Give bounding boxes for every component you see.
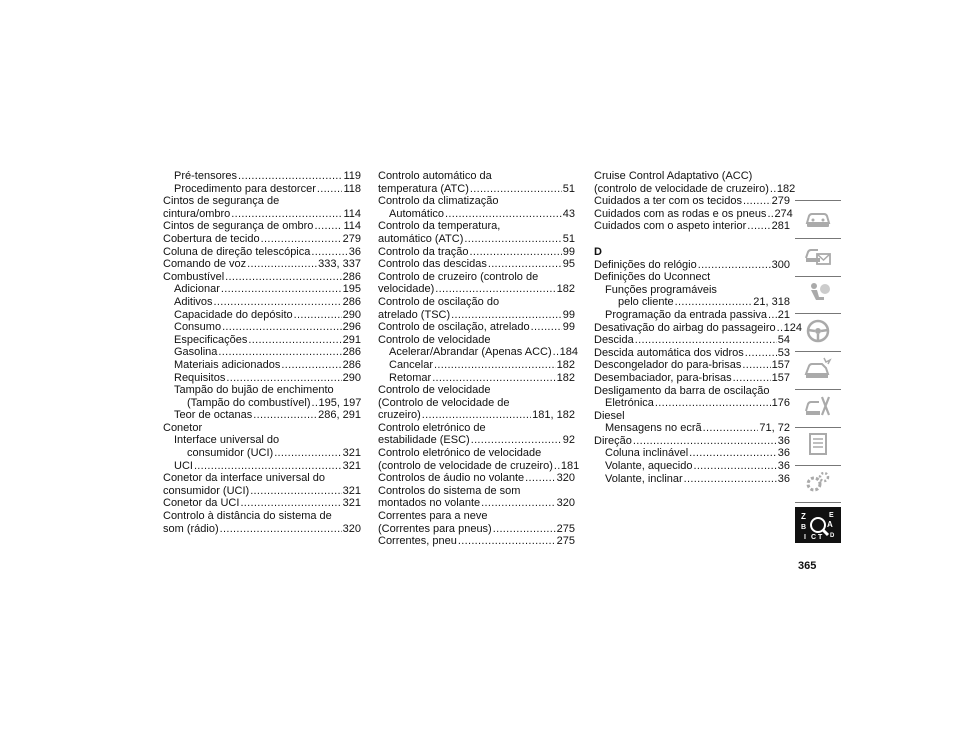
index-entry-text: Consumo (174, 321, 222, 334)
dot-leader (745, 347, 777, 360)
index-entry-page: 286 (342, 346, 361, 359)
index-entry-text: Cuidados com o aspeto interior (594, 220, 747, 233)
index-entry-text: Cuidados a ter com os tecidos (594, 195, 742, 208)
dot-leader (464, 233, 561, 246)
index-entry-text: Aditivos (174, 295, 213, 308)
index-entry-page: 300 (771, 258, 790, 271)
index-entry (163, 233, 361, 246)
index-entry (594, 309, 790, 322)
index-entry-page: 321 (342, 459, 361, 472)
index-entry-heading: Diesel (594, 409, 625, 422)
index-entry (163, 170, 361, 183)
index-letter: A (827, 520, 833, 529)
dot-leader (194, 460, 342, 473)
tab-car-crash[interactable] (795, 351, 841, 385)
index-entry-text: Gasolina (174, 346, 218, 359)
index-entry-heading: Controlo de velocidade (378, 333, 491, 346)
index-entry-text: Requisitos (174, 371, 226, 384)
index-entry-heading: Cruise Control Adaptativo (ACC) (594, 170, 753, 182)
index-entry-text: cruzeiro) (378, 409, 421, 422)
index-entry-text: velocidade) (378, 283, 435, 296)
index-entry-page: 99 (562, 245, 575, 258)
index-entry-text: Definições do relógio (594, 258, 697, 271)
index-entry-page: 274 (774, 207, 793, 220)
dot-leader (317, 183, 343, 196)
dot-leader (218, 346, 341, 359)
dot-leader (294, 309, 342, 322)
index-entry (378, 283, 575, 296)
index-column-3 (594, 170, 802, 485)
index-entry (378, 359, 575, 372)
index-entry-page: 279 (771, 195, 790, 208)
car-document-icon (804, 431, 832, 457)
index-entry-heading: (Controlo de velocidade de (378, 396, 510, 409)
index-entry-page: 279 (342, 232, 361, 245)
index-entry (163, 321, 361, 334)
index-letter: T (818, 534, 823, 541)
index-entry-heading: Funções programáveis (605, 283, 717, 296)
index-entry (378, 183, 575, 196)
dot-leader (777, 322, 783, 335)
index-entry (594, 321, 802, 335)
index-letter: C (811, 534, 817, 541)
index-entry (594, 296, 790, 309)
index-entry (594, 220, 790, 233)
index-entry (163, 346, 361, 359)
index-column-2 (378, 170, 580, 548)
index-entry-text: montados no volante (378, 497, 481, 510)
index-entry (378, 246, 575, 259)
index-entry-page: 176 (771, 397, 790, 410)
index-entry-text: Coluna de direção telescópica (163, 245, 311, 258)
dot-leader (635, 334, 777, 347)
index-entry-text: estabilidade (ESC) (378, 434, 470, 447)
index-entry-page: 36 (348, 245, 361, 258)
index-entry-text: Adicionar (174, 283, 220, 296)
index-entry-page: 320 (342, 522, 361, 535)
index-entry-page: 290 (342, 308, 361, 321)
index-entry (594, 435, 790, 448)
index-entry (594, 259, 790, 272)
index-entry-text: Retomar (389, 371, 432, 384)
airbag-person-icon (804, 280, 832, 306)
index-entry-text: Capacidade do depósito (174, 308, 293, 321)
index-entry-page: 36 (777, 447, 790, 460)
index-entry-page: 290 (342, 371, 361, 384)
index-entry-page: 92 (562, 434, 575, 447)
index-entry (163, 397, 361, 410)
index-entry-heading: Controlo da temperatura, (378, 220, 501, 233)
index-entry (378, 523, 575, 536)
index-entry-page: 99 (562, 321, 575, 334)
index-entry-heading: Controlo automático da (378, 170, 492, 182)
dot-leader (312, 397, 318, 410)
index-entry-page: 286 (342, 295, 361, 308)
index-entry (378, 309, 575, 322)
index-entry (163, 460, 361, 473)
index-entry-text: Combustível (163, 270, 225, 283)
dot-leader (274, 447, 341, 460)
settings-gears-icon (804, 469, 832, 495)
index-entry-heading: Definições do Uconnect (594, 271, 711, 284)
index-entry-text: Acelerar/Abrandar (Apenas ACC) (389, 346, 552, 359)
index-entry-heading: Controlo de cruzeiro (controlo de (378, 270, 539, 283)
index-entry (163, 497, 361, 510)
dot-leader (226, 372, 341, 385)
index-entry (378, 233, 575, 246)
index-entry (378, 208, 575, 221)
index-entry-page: 275 (556, 522, 575, 535)
index-entry-text: Automático (389, 207, 445, 220)
tab-car-mail[interactable] (795, 238, 841, 272)
index-entry-text: Volante, aquecido (605, 460, 693, 473)
car-dashboard-icon (804, 205, 832, 231)
tab-airbag[interactable] (795, 276, 841, 310)
dot-leader (281, 359, 341, 372)
index-entry-page: 181, 182 (532, 409, 575, 422)
index-entry-text: atrelado (TSC) (378, 308, 451, 321)
index-entry (163, 523, 361, 536)
index-entry-page: 275 (556, 535, 575, 548)
index-column-1 (163, 170, 361, 535)
alphabet-index-icon (799, 509, 837, 541)
index-entry-heading: Conetor (163, 421, 203, 434)
index-entry-page: 95 (562, 258, 575, 271)
index-entry-page: 181 (560, 459, 580, 472)
index-entry-page: 114 (343, 207, 361, 220)
dot-leader (742, 359, 770, 372)
dot-leader (470, 183, 562, 196)
index-entry (594, 422, 790, 435)
index-entry-text: Teor de octanas (174, 409, 253, 422)
index-entry (594, 347, 790, 360)
index-entry (378, 321, 575, 334)
index-entry (163, 409, 361, 422)
index-letter: D (830, 533, 835, 539)
index-entry-heading: Controlo à distância do sistema de (163, 510, 332, 523)
index-entry-page: 195 (342, 283, 361, 296)
page-number: 365 (798, 560, 817, 572)
index-entry (594, 473, 790, 486)
index-entry-page: 286 (342, 270, 361, 283)
index-entry-text: (Correntes para pneus) (378, 522, 492, 535)
index-entry-page: 184 (559, 346, 578, 359)
index-entry-page: 99 (562, 308, 575, 321)
index-entry-text: Especificações (174, 333, 248, 346)
index-entry-text: Direção (594, 434, 632, 447)
tab-alphabetical-index[interactable] (795, 507, 841, 543)
index-entry-page: 51 (562, 182, 575, 195)
index-entry-page: 124 (783, 321, 802, 334)
tab-car-document[interactable] (795, 427, 841, 461)
dot-leader (493, 523, 556, 536)
dot-leader (675, 296, 753, 309)
index-entry-text: temperatura (ATC) (378, 182, 469, 195)
index-entry-text: Coluna inclinável (605, 447, 689, 460)
index-entry (378, 346, 578, 359)
index-entry-page: 21, 318 (753, 296, 790, 309)
index-letter: E (829, 512, 834, 519)
index-entry (163, 447, 361, 460)
index-entry-text: Correntes, pneu (378, 535, 457, 548)
dot-leader (655, 397, 771, 410)
index-entry-heading: Interface universal do (174, 434, 280, 447)
index-entry-text: Cintos de segurança de ombro (163, 220, 314, 233)
index-entry (163, 485, 361, 498)
steering-wheel-icon (804, 318, 832, 344)
dot-leader (311, 246, 347, 259)
index-entry-page: 157 (771, 371, 790, 384)
index-entry-page: 195, 197 (318, 396, 362, 409)
dot-leader (248, 334, 341, 347)
dot-leader (689, 447, 777, 460)
index-entry (594, 397, 790, 410)
index-entry (378, 258, 575, 271)
index-entry-heading: Controlo de velocidade (378, 384, 491, 397)
index-entry (163, 309, 361, 322)
dot-leader (554, 460, 560, 473)
index-entry (378, 459, 580, 473)
index-entry-page: 43 (562, 207, 575, 220)
dot-leader (733, 372, 771, 385)
index-entry (594, 207, 793, 221)
dot-leader (247, 258, 317, 271)
index-entry (594, 182, 796, 196)
section-letter-d: D (594, 245, 602, 258)
dot-leader (770, 183, 776, 196)
index-entry (378, 497, 575, 510)
index-entry-heading: Controlo eletrónico de velocidade (378, 447, 542, 460)
dot-leader (261, 233, 342, 246)
dot-leader (767, 208, 773, 221)
index-entry (594, 195, 790, 208)
dot-leader (238, 170, 342, 183)
index-entry-page: 321 (342, 497, 361, 510)
dot-leader (240, 497, 341, 510)
index-entry-text: cintura/ombro (163, 207, 231, 220)
index-entry-text: consumidor (UCI) (163, 484, 250, 497)
tab-steering-wheel[interactable] (795, 313, 841, 347)
index-entry (163, 220, 361, 233)
dot-leader (488, 258, 562, 271)
index-letter: I (804, 534, 806, 541)
index-entry-page: 182 (776, 182, 796, 195)
index-entry-text: som (rádio) (163, 522, 219, 535)
index-entry-text: (Tampão do combustível) (187, 396, 311, 409)
index-entry-text: Descongelador do para-brisas (594, 359, 742, 372)
index-entry-page: 21 (777, 308, 790, 321)
index-entry-page: 320 (556, 472, 575, 485)
dot-leader (250, 485, 341, 498)
dot-leader (703, 422, 759, 435)
dot-leader (481, 497, 556, 510)
index-entry (594, 372, 790, 385)
index-entry (163, 208, 361, 221)
index-entry-text: Eletrónica (605, 397, 654, 410)
dot-leader (470, 246, 562, 259)
index-letter: B (801, 524, 807, 531)
index-entry-text: Cancelar (389, 358, 434, 371)
index-entry (378, 472, 575, 485)
index-entry-text: Controlo das descidas (378, 258, 487, 271)
index-entry-heading: Controlo eletrónico de (378, 421, 486, 434)
index-entry-page: 281 (771, 220, 790, 233)
dot-leader (633, 435, 777, 448)
dot-leader (698, 259, 771, 272)
index-entry (594, 334, 790, 347)
index-entry-page: 118 (343, 182, 361, 195)
index-entry-page: 286 (342, 358, 361, 371)
index-entry-page: 36 (777, 460, 790, 473)
index-entry-heading: Cintos de segurança de (163, 195, 280, 208)
index-letter: Z (801, 512, 806, 521)
index-entry (163, 271, 361, 284)
index-entry-text: (controlo de velocidade de cruzeiro) (378, 459, 553, 472)
index-entry-text: Desembaciador, para-brisas (594, 371, 732, 384)
tab-settings[interactable] (795, 465, 841, 499)
index-entry-page: 291 (342, 333, 361, 346)
index-entry-text: Descida automática dos vidros (594, 346, 744, 359)
index-entry-text: Materiais adicionados (174, 358, 281, 371)
index-entry-text: pelo cliente (618, 296, 674, 309)
index-entry-text: Controlos de áudio no volante (378, 472, 525, 485)
index-entry-text: Mensagens no ecrã (605, 422, 702, 435)
index-entry (378, 409, 575, 422)
dot-leader (220, 523, 342, 536)
index-entry (594, 447, 790, 460)
index-entry-heading: Controlo da climatização (378, 195, 499, 208)
index-entry-page: 286, 291 (318, 409, 361, 422)
index-entry-page: 54 (777, 334, 790, 347)
index-entry-text: Conetor da UCI (163, 497, 240, 510)
index-entry-text: (controlo de velocidade de cruzeiro) (594, 182, 769, 195)
index-entry-text: automático (ATC) (378, 232, 464, 245)
car-tools-icon (804, 393, 832, 419)
index-entry-text: Cuidados com as rodas e os pneus (594, 207, 767, 220)
index-entry (594, 359, 790, 372)
dot-leader (743, 195, 771, 208)
dot-leader (221, 283, 342, 296)
dot-leader (693, 460, 776, 473)
index-entry (163, 334, 361, 347)
index-entry-page: 114 (343, 220, 361, 233)
index-entry-heading: Correntes para a neve (378, 510, 488, 523)
dot-leader (471, 434, 562, 447)
index-entry-page: 296 (342, 321, 361, 334)
dot-leader (525, 472, 555, 485)
index-entry (163, 183, 361, 196)
index-entry (163, 296, 361, 309)
index-entry-page: 53 (777, 346, 790, 359)
index-entry-text: Pré-tensores (174, 170, 237, 182)
index-entry-text: consumidor (UCI) (187, 447, 274, 460)
dot-leader (747, 220, 770, 233)
dot-leader (445, 208, 562, 221)
dot-leader (531, 321, 562, 334)
index-entry-text: Descida (594, 334, 634, 347)
index-entry-text: Cobertura de tecido (163, 232, 260, 245)
index-entry (163, 258, 361, 271)
car-mail-icon (804, 242, 832, 268)
index-entry-text: UCI (174, 459, 193, 472)
index-entry-page: 51 (562, 232, 575, 245)
car-crash-icon (804, 356, 832, 382)
index-entry (378, 372, 575, 385)
dot-leader (432, 372, 555, 385)
section-tabs (795, 200, 841, 540)
index-entry-page: 71, 72 (759, 422, 790, 435)
dot-leader (253, 409, 317, 422)
dot-leader (214, 296, 342, 309)
index-entry (163, 359, 361, 372)
dot-leader (314, 220, 342, 233)
index-entry-text: Comando de voz (163, 258, 247, 271)
dot-leader (553, 346, 559, 359)
dot-leader (222, 321, 342, 334)
index-entry-page: 36 (777, 472, 790, 485)
index-entry (378, 535, 575, 548)
index-entry-page: 182 (556, 371, 575, 384)
index-entry-page: 321 (342, 484, 361, 497)
index-entry-heading: Controlos do sistema de som (378, 484, 521, 497)
index-entry-text: Desativação do airbag do passageiro (594, 321, 776, 334)
dot-leader (422, 409, 531, 422)
index-entry-page: 157 (771, 359, 790, 372)
index-entry-text: Controlo da tração (378, 245, 469, 258)
index-entry (163, 372, 361, 385)
index-entry-heading: Desligamento da barra de oscilação (594, 384, 770, 397)
tab-car-tools[interactable] (795, 389, 841, 423)
index-entry-page: 321 (342, 447, 361, 460)
index-entry-page: 182 (556, 358, 575, 371)
dot-leader (458, 535, 556, 548)
index-entry (594, 460, 790, 473)
dot-leader (434, 359, 556, 372)
dot-leader (684, 473, 777, 486)
index-entry (378, 434, 575, 447)
index-entry-page: 320 (556, 497, 575, 510)
index-entry-heading: Controlo de oscilação do (378, 295, 500, 308)
dot-leader (225, 271, 342, 284)
index-entry-page: 119 (343, 170, 361, 182)
index-entry-text: Procedimento para destorcer (174, 182, 316, 195)
index-entry (163, 246, 361, 259)
index-entry-heading: Conetor da interface universal do (163, 472, 326, 485)
index-entry-text: Programação da entrada passiva (605, 308, 768, 321)
dot-leader (451, 309, 562, 322)
dot-leader (435, 283, 555, 296)
index-entry-text: Volante, inclinar (605, 472, 683, 485)
index-entry-text: Controlo de oscilação, atrelado (378, 321, 530, 334)
index-entry-page: 36 (777, 434, 790, 447)
index-entry (163, 283, 361, 296)
index-entry-heading: Tampão do bujão de enchimento (174, 384, 334, 397)
dot-leader (768, 309, 777, 322)
tab-car-dashboard[interactable] (795, 200, 841, 234)
index-entry-page: 182 (556, 283, 575, 296)
dot-leader (231, 208, 342, 221)
index-entry-page: 333, 337 (318, 258, 361, 271)
